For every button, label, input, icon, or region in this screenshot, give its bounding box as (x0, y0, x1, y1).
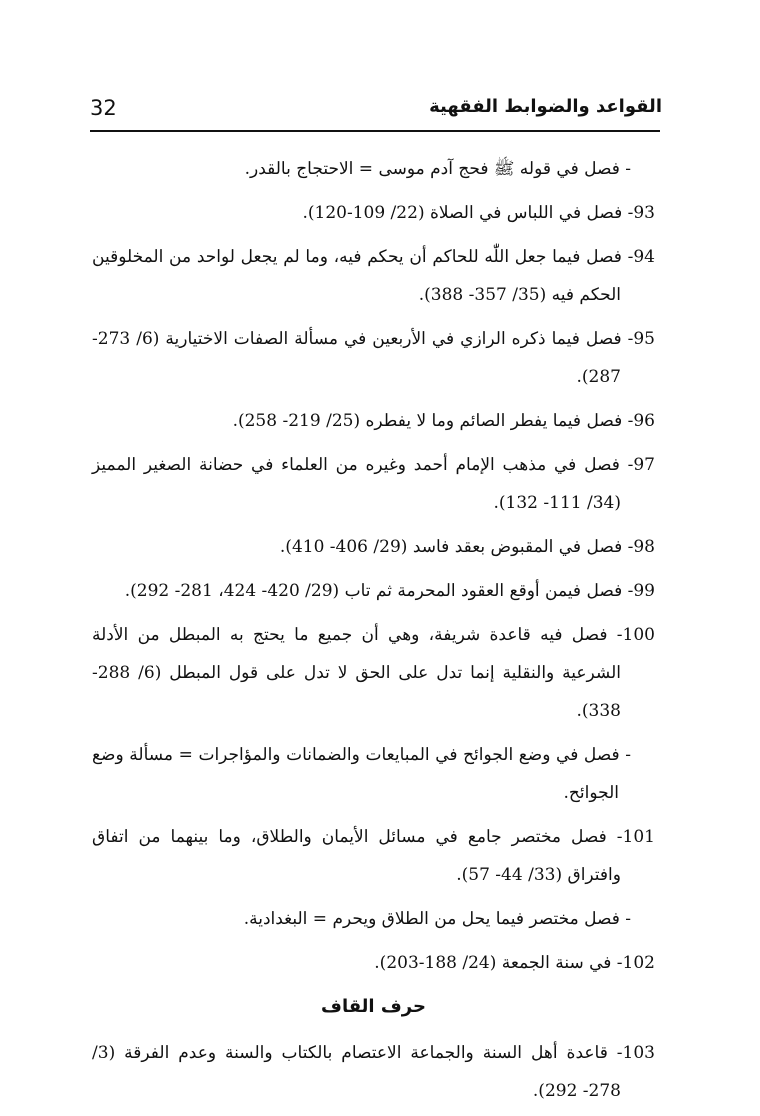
list-item: - فصل في قوله ﷺ فحج آدم موسى = الاحتجاج بالقدر. (244, 159, 631, 179)
list-item: 94- فصل فيما جعل اللّٰه للحاكم أن يحكم فيه، وما لم يجعل لواحد من المخلوقين الحكم فيه (35/ 357- 388). (92, 247, 655, 305)
list-item: - فصل مختصر فيما يحل من الطلاق ويحرم = البغدادية. (243, 909, 631, 929)
list-item: 102- في سنة الجمعة (24/ 188-203). (374, 953, 655, 973)
list-item: 103- قاعدة أهل السنة والجماعة الاعتصام بالكتاب والسنة وعدم الفرقة (3/ 278- 292). (92, 1043, 655, 1101)
running-title: القواعد والضوابط الفقهية (429, 96, 662, 117)
list-item: 100- فصل فيه قاعدة شريفة، وهي أن جميع ما يحتج به المبطل من الأدلة الشرعية والنقلية إنما تدل على الحق لا تدل على قول المبطل (6/ 288-338). (92, 625, 655, 721)
list-item: 97- فصل في مذهب الإمام أحمد وغيره من العلماء في حضانة الصغير المميز (34/ 111- 132). (92, 455, 655, 513)
list-item: 93- فصل في اللباس في الصلاة (22/ 109-120). (302, 203, 655, 223)
index-list (92, 150, 655, 1116)
page-header (90, 96, 662, 132)
page-number: 32 (90, 96, 117, 120)
header-rule (90, 130, 660, 132)
list-item: 95- فصل فيما ذكره الرازي في الأربعين في مسألة الصفات الاختيارية (6/ 273-287). (92, 329, 655, 387)
list-item: 96- فصل فيما يفطر الصائم وما لا يفطره (25/ 219- 258). (232, 411, 655, 431)
list-item: 101- فصل مختصر جامع في مسائل الأيمان والطلاق، وما بينهما من اتفاق وافتراق (33/ 44- 57). (92, 827, 655, 885)
list-item: 98- فصل في المقبوض بعقد فاسد (29/ 406- 410). (279, 537, 655, 557)
section-title: حرف القاف (321, 996, 426, 1017)
list-item: 99- فصل فيمن أوقع العقود المحرمة ثم تاب (29/ 420- 424، 281- 292). (124, 581, 655, 601)
list-item: - فصل في وضع الجوائح في المبايعات والضمانات والمؤاجرات = مسألة وضع الجوائح. (92, 745, 631, 803)
